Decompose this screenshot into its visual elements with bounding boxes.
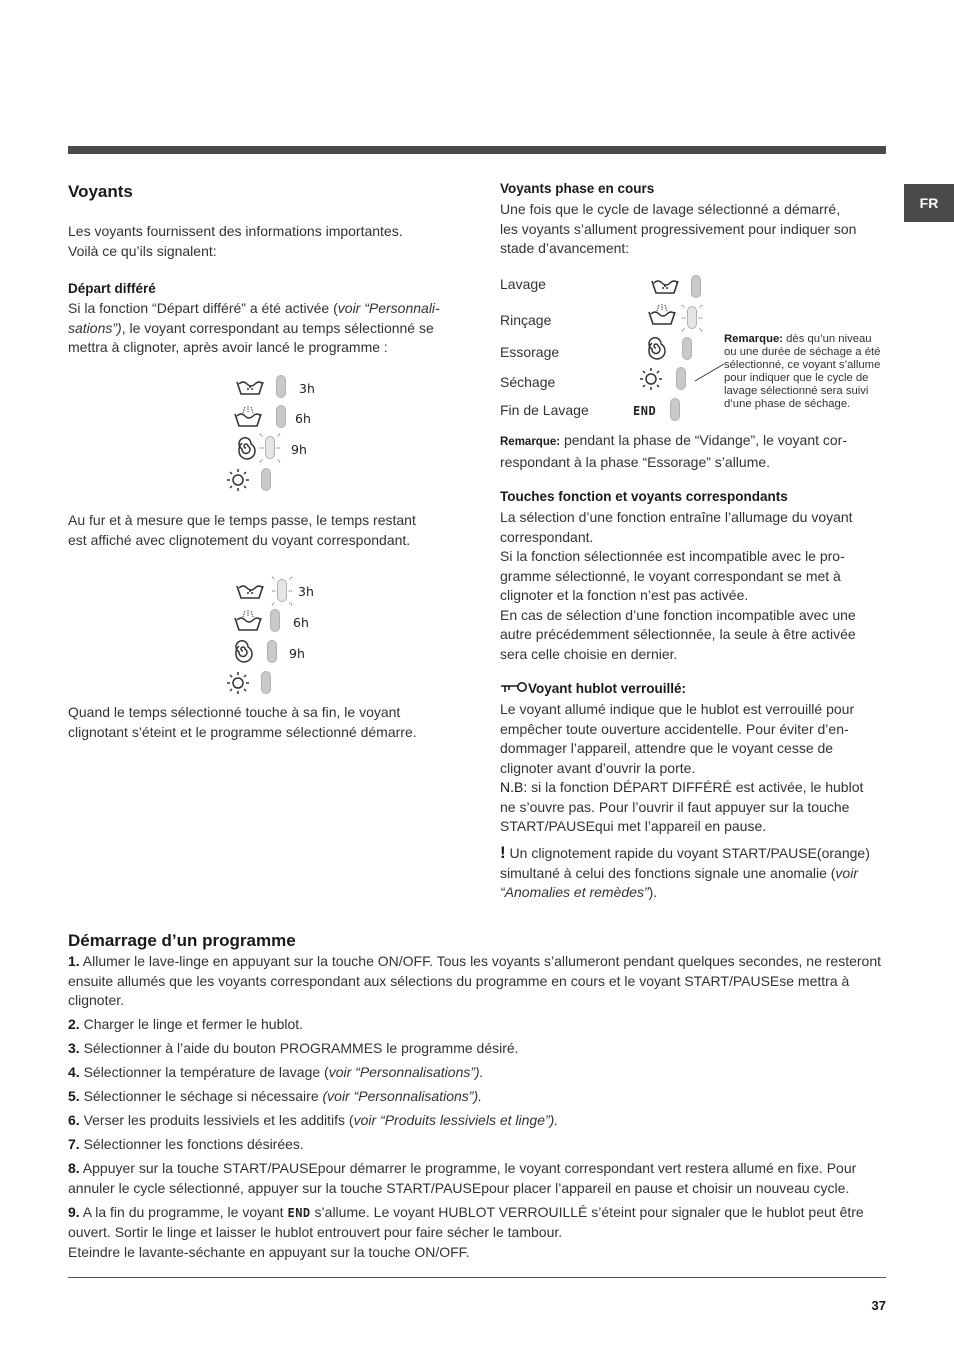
- end-time-text: [68, 703, 468, 742]
- text: clignoter et la fonction n’est pas activée.: [500, 587, 749, 603]
- text: ).: [648, 884, 658, 900]
- text: pour indiquer que le cycle de: [724, 372, 869, 384]
- step-text-italic: (voir “Personnalisations”).: [322, 1088, 482, 1104]
- step-number: 2.: [68, 1016, 80, 1032]
- dry-led: [261, 671, 271, 694]
- intro-text: [68, 222, 468, 261]
- text: Si la fonction “Départ différé” a été activée (: [68, 300, 338, 316]
- step-text: Appuyer sur la touche START/PAUSEpour démarrer le programme, le voyant correspondant vert restera allumé en fixe. Pour annuler le cycle sélectionné, appuyer sur la touche START/PAUSEpour placer l’appareil en pause et choisir un nouveau cycle.: [68, 1160, 857, 1196]
- phase-led-essorage: [682, 337, 692, 360]
- phase-label-rincage: Rinçage: [500, 312, 552, 328]
- step-4: [68, 1063, 886, 1083]
- header-bar: [68, 146, 886, 154]
- text: En cas de sélection d’une fonction incompatible avec une: [500, 606, 856, 623]
- text: Au fur et à mesure que le temps passe, le temps restant: [68, 512, 416, 528]
- delay-indicator-diagram-1: [218, 370, 338, 500]
- text: pendant la phase de “Vidange”, le voyant cor-: [560, 432, 848, 448]
- section-title-demarrage: Démarrage d’un programme: [68, 931, 296, 950]
- text: empêcher toute ouverture accidentelle. Pour éviter d’en-: [500, 720, 849, 737]
- text: autre précédemment sélectionnée, la seule à être activée: [500, 626, 856, 642]
- wash-icon: [650, 273, 680, 299]
- intro-line: Les voyants fournissent des informations importantes.: [68, 223, 403, 239]
- text: clignotant s’éteint et le programme sélectionné démarre.: [68, 723, 417, 740]
- step-text-italic: voir “Personnalisations”).: [328, 1064, 484, 1080]
- dry-icon: [223, 670, 253, 696]
- blink-rays-icon: [680, 301, 704, 335]
- text: les voyants s’allument progressivement pour indiquer son: [500, 220, 857, 237]
- text: d’une phase de séchage.: [724, 398, 851, 410]
- text: clignoter avant d’ouvrir la porte.: [500, 759, 696, 776]
- step-text: Sélectionner la température de lavage (: [79, 1064, 329, 1080]
- dry-icon: [636, 366, 666, 392]
- step-text-italic: voir “Produits lessiviels et linge”).: [353, 1112, 559, 1128]
- wash-icon: [235, 578, 265, 604]
- text: Si la fonction sélectionnée est incompatible avec le pro-: [500, 548, 845, 564]
- warning-icon: !: [500, 843, 506, 862]
- text: si la fonction DÉPART DIFFÉRÉ est activée, le hublot: [527, 779, 864, 795]
- remark-pointer-line: [694, 360, 726, 384]
- blink-rays-icon: [270, 573, 294, 609]
- text: Un clignotement rapide du voyant START/PAUSE(orange): [505, 845, 870, 861]
- step-text: A la fin du programme, le voyant: [79, 1203, 288, 1220]
- text: mettra à clignoter, après avoir lancé le programme :: [68, 339, 388, 355]
- phase-label-fin: Fin de Lavage: [500, 402, 589, 418]
- rinse-icon: [233, 608, 263, 634]
- text: ne s’ouvre pas. Pour l’ouvrir il faut appuyer sur la touche: [500, 798, 850, 815]
- remark-note: [724, 333, 894, 411]
- step-number: 6.: [68, 1112, 80, 1128]
- end-icon: END: [287, 1205, 311, 1220]
- dry-led: [261, 468, 271, 491]
- nb-label: N.B:: [500, 779, 528, 795]
- text: Quand le temps sélectionné touche à sa fin, le voyant: [68, 704, 401, 720]
- text: Voyant hublot verrouillé:: [528, 681, 687, 696]
- phase-label-lavage: Lavage: [500, 276, 546, 292]
- remark-label: Remarque:: [724, 333, 784, 345]
- text: sera celle choisie en dernier.: [500, 645, 678, 662]
- step-9: [68, 1203, 886, 1263]
- text: ou une durée de séchage a été: [724, 346, 881, 358]
- text: sélectionné, ce voyant s’allume: [724, 359, 881, 371]
- text: stade d’avancement:: [500, 240, 630, 256]
- text: gramme sélectionné, le voyant correspondant se met à: [500, 567, 841, 584]
- delay-label-9h: 9h: [289, 646, 305, 661]
- text-italic: voir: [835, 864, 858, 881]
- phase-title: Voyants phase en cours: [500, 181, 655, 196]
- text: La sélection d’une fonction entraîne l’allumage du voyant: [500, 509, 853, 525]
- text: Une fois que le cycle de lavage sélectionné a démarré,: [500, 201, 841, 217]
- text-italic: “Anomalies et remèdes”: [500, 884, 649, 900]
- step-5: [68, 1087, 886, 1107]
- delay-led-9h: [267, 640, 277, 663]
- phase-led-lavage: [691, 275, 701, 298]
- steps-list: [68, 952, 886, 1267]
- step-number: 4.: [68, 1064, 80, 1080]
- rinse-icon: [647, 302, 677, 328]
- text: lavage sélectionné sera suivi: [724, 385, 869, 397]
- step-number: 5.: [68, 1088, 80, 1104]
- step-text: Verser les produits lessiviels et les additifs (: [79, 1112, 354, 1128]
- step-8: [68, 1159, 886, 1198]
- step-7: [68, 1135, 886, 1155]
- delay-label-6h: 6h: [293, 615, 309, 630]
- step-1: [68, 952, 886, 1011]
- step-text: Charger le linge et fermer le hublot.: [79, 1016, 304, 1032]
- spin-icon: [231, 435, 261, 461]
- step-number: 8.: [68, 1160, 80, 1176]
- warning-text: [500, 843, 890, 903]
- phase-led-end: [670, 398, 680, 421]
- depart-text: [68, 299, 468, 358]
- delay-label-3h: 3h: [298, 584, 314, 599]
- text: dès qu’un niveau: [783, 333, 872, 345]
- wash-icon: [235, 374, 265, 400]
- blink-rays-icon: [258, 430, 282, 466]
- section-title-voyants: Voyants: [68, 182, 133, 201]
- delay-led-3h: [276, 375, 286, 398]
- step-text: s’allume. Le voyant HUBLOT VERROUILLÉ s’éteint pour signaler que le hublot peut être ouvert. Sortir le linge et laisser le hublot entrouvert pour faire sécher le tambour.: [68, 1203, 864, 1240]
- step-text: Sélectionner à l’aide du bouton PROGRAMMES le programme désiré.: [79, 1040, 519, 1056]
- text: correspondant.: [500, 528, 594, 545]
- spin-icon: [641, 335, 671, 361]
- text: dommager l’appareil, attendre que le voyant cesse de: [500, 740, 834, 756]
- step-text: Allumer le lave-linge en appuyant sur la touche ON/OFF. Tous les voyants s’allumeront pendant quelques secondes, ne resteront ensuite allumés que les voyants correspondant aux sélections du programme en cours et le voyant START/PAUSEse mettra à clignoter.: [68, 953, 881, 1008]
- text: simultané à celui des fonctions signale une anomalie (: [500, 864, 836, 881]
- hublot-text: [500, 700, 890, 837]
- touches-text: [500, 508, 890, 664]
- key-lock-icon: [500, 682, 528, 694]
- step-3: [68, 1039, 886, 1059]
- remark-label: Remarque:: [500, 436, 561, 448]
- intro-line: Voilà ce qu’ils signalent:: [68, 242, 217, 259]
- depart-title: Départ différé: [68, 281, 156, 296]
- phase-led-sechage: [676, 367, 686, 390]
- step-6: [68, 1111, 886, 1131]
- text: est affiché avec clignotement du voyant correspondant.: [68, 531, 411, 548]
- touches-title: Touches fonction et voyants correspondants: [500, 489, 788, 504]
- phase-indicator-diagram: [500, 266, 730, 426]
- step-text: Sélectionner le séchage si nécessaire: [79, 1088, 323, 1104]
- delay-label-6h: 6h: [295, 411, 311, 426]
- dry-icon: [223, 467, 253, 493]
- page-number: 37: [871, 1298, 886, 1313]
- step-number: 3.: [68, 1040, 80, 1056]
- step-text: Sélectionner les fonctions désirées.: [79, 1136, 304, 1152]
- step-number: 1.: [68, 953, 80, 969]
- delay-label-3h: 3h: [299, 381, 315, 396]
- step-text: Eteindre le lavante-séchante en appuyant sur la touche ON/OFF.: [68, 1243, 470, 1260]
- phase-label-essorage: Essorage: [500, 344, 560, 360]
- delay-label-9h: 9h: [291, 442, 307, 457]
- text-italic: sations”): [68, 319, 122, 336]
- delay-led-6h: [270, 609, 280, 632]
- end-icon: END: [633, 404, 657, 418]
- phase-text: [500, 200, 890, 259]
- delay-indicator-diagram-2: [218, 574, 338, 704]
- rinse-icon: [233, 404, 263, 430]
- step-number: 9.: [68, 1203, 80, 1220]
- footer-rule: [68, 1277, 886, 1278]
- delay-led-6h: [276, 405, 286, 428]
- step-2: [68, 1015, 886, 1035]
- text: START/PAUSEqui met l’appareil en pause.: [500, 818, 767, 834]
- step-number: 7.: [68, 1136, 80, 1152]
- spin-icon: [228, 638, 258, 664]
- text: Le voyant allumé indique que le hublot est verrouillé pour: [500, 701, 855, 717]
- text: respondant à la phase “Essorage” s’allume.: [500, 453, 771, 470]
- hublot-title: [500, 681, 686, 696]
- text-italic: voir “Personnali-: [337, 300, 440, 316]
- phase-label-sechage: Séchage: [500, 374, 556, 390]
- remark-vidange: [500, 431, 890, 472]
- language-tab: FR: [904, 184, 954, 222]
- text: , le voyant correspondant au temps sélectionné se: [121, 319, 434, 336]
- progress-text: [68, 511, 468, 550]
